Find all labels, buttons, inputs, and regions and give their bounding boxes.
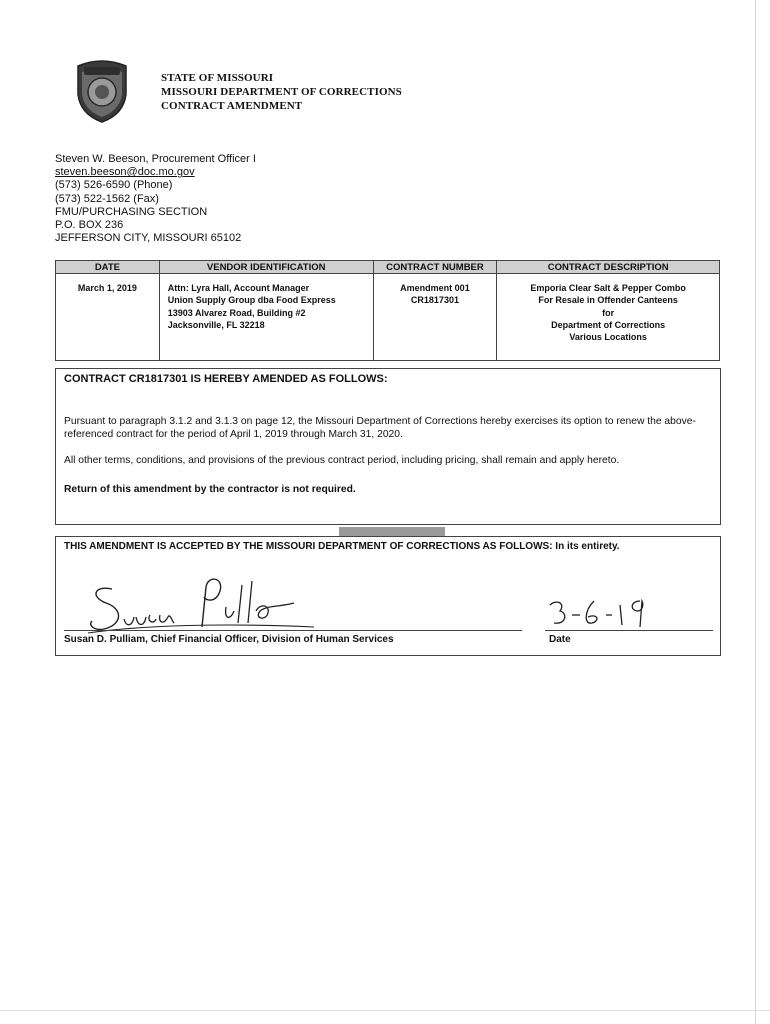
signer-name-title: Susan D. Pulliam, Chief Financial Officer, Division of Human Services [64, 634, 394, 645]
vendor-line: Jacksonville, FL 32218 [167, 319, 265, 330]
contact-city: JEFFERSON CITY, MISSOURI 65102 [55, 232, 242, 245]
letterhead [161, 71, 402, 113]
contract-info-table [55, 260, 720, 361]
header-contract-description: CONTRACT DESCRIPTION [497, 261, 720, 274]
description-line: Emporia Clear Salt & Pepper Combo [530, 283, 686, 293]
contact-fax: (573) 522-1562 (Fax) [55, 192, 159, 205]
description-line: Department of Corrections [551, 319, 666, 330]
cell-vendor [159, 274, 373, 361]
redaction-strip [339, 527, 445, 536]
date-value: March 1, 2019 [77, 283, 137, 293]
vendor-line: Attn: Lyra Hall, Account Manager [167, 283, 310, 293]
description-line: for [602, 307, 615, 318]
vendor-line: Union Supply Group dba Food Express [167, 295, 336, 306]
cell-contract-number [373, 274, 497, 361]
page-bottom-edge [0, 1010, 770, 1011]
page-edge [755, 0, 756, 1024]
letterhead-department: MISSOURI DEPARTMENT OF CORRECTIONS [161, 86, 402, 98]
letterhead-doc-type: CONTRACT AMENDMENT [161, 100, 303, 112]
amendment-paragraph-return: Return of this amendment by the contractor is not required. [64, 484, 356, 495]
vendor-line: 13903 Alvarez Road, Building #2 [167, 307, 306, 318]
amendment-title: CONTRACT CR1817301 IS HEREBY AMENDED AS FOLLOWS: [64, 373, 388, 385]
contact-section: FMU/PURCHASING SECTION [55, 205, 208, 218]
cell-date [56, 274, 160, 361]
missouri-doc-seal-icon [70, 58, 134, 124]
signature-line [64, 630, 522, 631]
amendment-section [55, 368, 721, 525]
contract-number-line: Amendment 001 [400, 283, 470, 293]
acceptance-section [55, 536, 721, 656]
contact-po-box: P.O. BOX 236 [55, 219, 124, 232]
amendment-paragraph-renewal: Pursuant to paragraph 3.1.2 and 3.1.3 on page 12, the Missouri Department of Corrections hereby exercises its option to renew the above-referenced contract for the period of April 1, 2019 through March 31, 2020. [64, 416, 696, 440]
acceptance-statement: THIS AMENDMENT IS ACCEPTED BY THE MISSOURI DEPARTMENT OF CORRECTIONS AS FOLLOWS: In its entirety. [64, 541, 620, 552]
handwritten-signature [84, 567, 314, 637]
table-row [56, 274, 720, 361]
contact-phone: (573) 526-6590 (Phone) [55, 179, 173, 192]
table-header-row [56, 261, 720, 274]
contact-name: Steven W. Beeson, Procurement Officer I [55, 153, 256, 165]
letterhead-state: STATE OF MISSOURI [161, 72, 274, 84]
cell-contract-description [497, 274, 720, 361]
header-vendor: VENDOR IDENTIFICATION [159, 261, 373, 274]
contact-email-link[interactable]: steven.beeson@doc.mo.gov [55, 166, 195, 179]
header-date: DATE [56, 261, 160, 274]
contract-number-line: CR1817301 [410, 295, 459, 306]
header-contract-number: CONTRACT NUMBER [373, 261, 497, 274]
date-label: Date [549, 634, 571, 645]
amendment-paragraph-terms: All other terms, conditions, and provisions of the previous contract period, including pricing, shall remain and apply hereto. [64, 455, 620, 466]
contact-block [55, 153, 256, 245]
description-line: For Resale in Offender Canteens [538, 295, 678, 306]
description-line: Various Locations [569, 332, 647, 343]
handwritten-date [544, 595, 654, 631]
date-line [545, 630, 713, 631]
